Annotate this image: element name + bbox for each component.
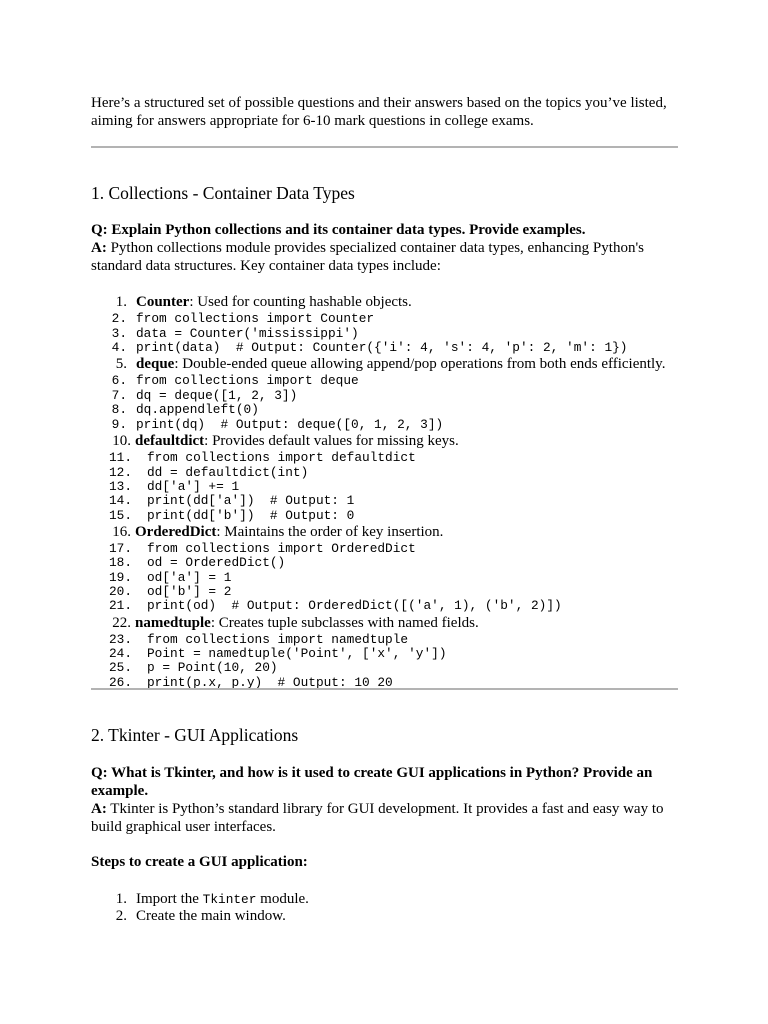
code-text: from collections import defaultdict: [147, 450, 416, 465]
code-text: Point = namedtuple('Point', ['x', 'y']): [147, 646, 447, 661]
step-item: [109, 907, 286, 925]
code-text: print(dq) # Output: deque([0, 1, 2, 3]): [136, 417, 444, 432]
section-1-heading: 1. Collections - Container Data Types: [91, 183, 355, 203]
section-1-answer-line-1: [91, 239, 644, 257]
list-item-description: : Used for counting hashable objects.: [189, 294, 412, 310]
list-item-description: : Provides default values for missing keys.: [204, 433, 459, 449]
section-2-answer-line-1: [91, 800, 664, 818]
line-number: 20.: [109, 584, 133, 599]
code-line: [109, 596, 562, 614]
line-number: 3.: [111, 326, 127, 341]
list-item-term: deque: [136, 356, 175, 372]
code-text: from collections import namedtuple: [147, 632, 409, 647]
step-inline-code: Tkinter: [202, 892, 257, 907]
line-number: 16.: [112, 524, 131, 540]
line-number: 19.: [109, 570, 133, 585]
line-number: 6.: [111, 373, 127, 388]
code-text: p = Point(10, 20): [147, 660, 278, 675]
line-number: 4.: [111, 340, 127, 355]
step-number: 1.: [115, 891, 127, 907]
answer-text: Tkinter is Python’s standard library for GUI development. It provides a fast and easy way to: [106, 801, 664, 817]
step-text-before: Create the main window.: [136, 908, 286, 924]
list-item-term: OrderedDict: [135, 524, 217, 540]
section-2-question-line-1: [91, 764, 652, 782]
horizontal-rule: [91, 146, 678, 148]
line-number: 12.: [109, 465, 133, 480]
list-item-description: : Creates tuple subclasses with named fields.: [210, 615, 479, 631]
line-number: 7.: [111, 388, 127, 403]
line-number: 11.: [109, 450, 133, 465]
section-2-question-line-2: [91, 782, 148, 800]
step-item: [109, 890, 309, 908]
code-line: [109, 338, 627, 356]
section-2-heading: 2. Tkinter - GUI Applications: [91, 725, 299, 745]
code-text: od['a'] = 1: [147, 570, 232, 585]
line-number: 23.: [109, 632, 133, 647]
code-text: dq = deque([1, 2, 3]): [136, 388, 298, 403]
question-text: What is Tkinter, and how is it used to create GUI applications in Python? Provide an: [107, 765, 653, 781]
line-number: 22.: [112, 615, 131, 631]
step-text-after: module.: [256, 891, 309, 907]
list-item-term: Counter: [136, 294, 190, 310]
code-text: dd = defaultdict(int): [147, 465, 309, 480]
steps-heading: [91, 853, 308, 871]
line-number: 8.: [111, 402, 127, 417]
line-number: 17.: [109, 541, 133, 556]
line-number: 9.: [111, 417, 127, 432]
line-number: 18.: [109, 555, 133, 570]
code-text: print(dd['b']) # Output: 0: [147, 508, 355, 523]
code-text: dq.appendleft(0): [136, 402, 259, 417]
code-text: od['b'] = 2: [147, 584, 232, 599]
section-1-question: [91, 221, 585, 239]
section-2-answer-line-2: build graphical user interfaces.: [91, 819, 276, 835]
answer-text: Python collections module provides specialized container data types, enhancing Python's: [106, 240, 644, 256]
line-number: 2.: [111, 311, 127, 326]
step-number: 2.: [115, 908, 127, 924]
step-text-before: Import the: [136, 891, 203, 907]
intro-line-1: Here’s a structured set of possible questions and their answers based on the topics you’ve listed,: [91, 95, 667, 111]
line-number: 14.: [109, 493, 133, 508]
question-label: Q:: [91, 222, 108, 238]
question-text: example.: [91, 783, 149, 799]
code-text: from collections import OrderedDict: [147, 541, 416, 556]
code-text: data = Counter('mississippi'): [136, 326, 359, 341]
question-text: Explain Python collections and its container data types. Provide examples.: [107, 222, 586, 238]
line-number: 13.: [109, 479, 133, 494]
list-item-description: : Maintains the order of key insertion.: [216, 524, 444, 540]
code-text: dd['a'] += 1: [147, 479, 240, 494]
line-number: 10.: [112, 433, 131, 449]
line-number: 25.: [109, 660, 133, 675]
line-number: 26.: [109, 675, 133, 690]
code-text: print(dd['a']) # Output: 1: [147, 493, 355, 508]
line-number: 24.: [109, 646, 133, 661]
list-item-term: namedtuple: [135, 615, 211, 631]
line-number: 21.: [109, 598, 133, 613]
steps-heading-text: Steps to create a GUI application:: [91, 854, 308, 870]
line-number: 1.: [115, 294, 127, 310]
question-label: Q:: [91, 765, 108, 781]
code-text: from collections import Counter: [136, 311, 375, 326]
section-1-answer-line-2: standard data structures. Key container data types include:: [91, 258, 441, 274]
list-item-term: defaultdict: [135, 433, 205, 449]
code-line: [109, 415, 443, 433]
line-number: 5.: [115, 356, 127, 372]
answer-label: A:: [91, 801, 107, 817]
code-text: print(data) # Output: Counter({'i': 4, 's': 4, 'p': 2, 'm': 1}): [136, 340, 628, 355]
list-item-description: : Double-ended queue allowing append/pop operations from both ends efficiently.: [174, 356, 666, 372]
intro-line-2: aiming for answers appropriate for 6-10 mark questions in college exams.: [91, 113, 534, 129]
code-text: from collections import deque: [136, 373, 359, 388]
code-text: print(od) # Output: OrderedDict([('a', 1), ('b', 2)]): [147, 598, 562, 613]
code-text: od = OrderedDict(): [147, 555, 286, 570]
answer-label: A:: [91, 240, 107, 256]
code-text: print(p.x, p.y) # Output: 10 20: [147, 675, 393, 690]
horizontal-rule: [91, 688, 678, 690]
line-number: 15.: [109, 508, 133, 523]
code-line: [109, 506, 354, 524]
